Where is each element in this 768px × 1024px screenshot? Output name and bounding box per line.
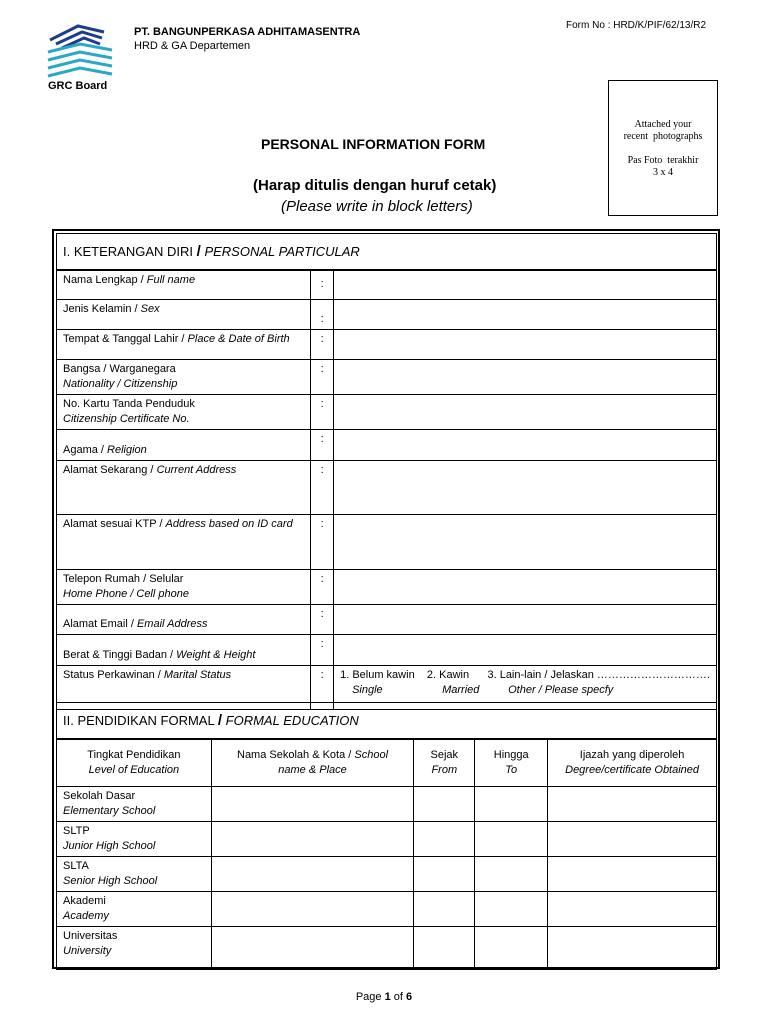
- education-row-elementary: [57, 787, 717, 822]
- label-id: Alamat Email /: [63, 618, 137, 630]
- field-label: [57, 430, 311, 461]
- marital-married-en: Married: [442, 684, 480, 696]
- photo-box-line: 3 x 4: [653, 167, 673, 178]
- field-label: [57, 605, 311, 635]
- label-id: Alamat Sekarang /: [63, 464, 157, 476]
- label-en: Current Address: [156, 464, 237, 476]
- section-2-title-en: FORMAL EDUCATION: [225, 712, 359, 728]
- school-input[interactable]: [211, 892, 414, 927]
- header-from: [414, 739, 475, 787]
- label-id: Nama Lengkap /: [63, 273, 147, 286]
- education-header-row: [57, 739, 717, 787]
- colon: :: [311, 570, 334, 605]
- school-input[interactable]: [211, 787, 414, 822]
- header-en: From: [431, 763, 458, 776]
- form-number: Form No : HRD/K/PIF/62/13/R2: [566, 20, 707, 31]
- label-en: Full name: [146, 273, 196, 286]
- colon: :: [311, 666, 334, 710]
- logo-text: GRC Board: [48, 80, 108, 92]
- marital-single-en: Single: [352, 684, 383, 696]
- from-input[interactable]: [414, 822, 475, 857]
- section-1-header: [57, 234, 717, 270]
- header-en: To: [505, 763, 518, 776]
- colon: :: [311, 330, 334, 360]
- education-row-senior-high: [57, 857, 717, 892]
- school-input[interactable]: [211, 822, 414, 857]
- education-level: [57, 857, 212, 892]
- personal-particular-table: [56, 233, 717, 710]
- field-row-weight-height: [57, 635, 717, 666]
- field-row-email: [57, 605, 717, 635]
- level-id: SLTP: [63, 825, 90, 837]
- photo-box-line: recent photographs: [623, 131, 703, 142]
- label-en: Email Address: [136, 618, 208, 630]
- colon: :: [311, 395, 334, 430]
- sex-input[interactable]: [334, 300, 717, 330]
- label-id: Agama /: [63, 444, 108, 456]
- from-input[interactable]: [414, 857, 475, 892]
- level-id: Sekolah Dasar: [63, 790, 136, 802]
- education-level: [57, 822, 212, 857]
- section-1-title-en: PERSONAL PARTICULAR: [204, 243, 360, 259]
- header-to: [475, 739, 548, 787]
- field-row-birth: [57, 330, 717, 360]
- from-input[interactable]: [414, 787, 475, 822]
- field-label: [57, 270, 311, 300]
- header-id: Sejak: [430, 748, 459, 761]
- label-id: Berat & Tinggi Badan /: [63, 649, 177, 661]
- section-2-slash: /: [217, 711, 223, 729]
- photo-box-line: Pas Foto terakhir: [627, 155, 699, 166]
- header-id: Nama Sekolah & Kota /: [237, 748, 355, 761]
- level-en: Elementary School: [63, 805, 156, 817]
- colon: :: [311, 605, 334, 635]
- grc-board-logo: [44, 22, 116, 78]
- header-en: Degree/certificate Obtained: [565, 763, 700, 776]
- label-en: Citizenship Certificate No.: [63, 413, 190, 425]
- field-label: [57, 461, 311, 515]
- level-en: Academy: [63, 910, 109, 922]
- current-address-input[interactable]: [334, 461, 717, 515]
- formal-education-table: [56, 702, 717, 970]
- level-en: University: [63, 945, 112, 957]
- instruction-id: (Harap ditulis dengan huruf cetak): [253, 177, 497, 194]
- field-row-nationality: [57, 360, 717, 395]
- field-row-citizenship-no: [57, 395, 717, 430]
- degree-input[interactable]: [548, 787, 717, 822]
- colon: :: [311, 430, 334, 461]
- to-input[interactable]: [475, 892, 548, 927]
- colon: :: [311, 270, 334, 300]
- field-row-religion: [57, 430, 717, 461]
- email-input[interactable]: [334, 605, 717, 635]
- level-id: Akademi: [63, 895, 106, 907]
- header-level: [57, 739, 212, 787]
- marital-option-married[interactable]: 2. Kawin: [426, 669, 470, 681]
- birth-input[interactable]: [334, 330, 717, 360]
- field-label: [57, 570, 311, 605]
- field-label: [57, 635, 311, 666]
- marital-other-en: Other / Please specfy: [508, 684, 614, 696]
- education-level: [57, 927, 212, 970]
- field-label: [57, 300, 311, 330]
- label-id: No. Kartu Tanda Penduduk: [63, 398, 195, 410]
- education-level: [57, 787, 212, 822]
- section-2-title-id: II. PENDIDIKAN FORMAL: [63, 712, 215, 728]
- education-level: [57, 892, 212, 927]
- colon: :: [311, 360, 334, 395]
- field-label: [57, 330, 311, 360]
- to-input[interactable]: [475, 857, 548, 892]
- from-input[interactable]: [414, 927, 475, 970]
- degree-input[interactable]: [548, 892, 717, 927]
- instruction-en: (Please write in block letters): [281, 198, 473, 215]
- level-id: Universitas: [63, 930, 118, 942]
- degree-input[interactable]: [548, 857, 717, 892]
- citizenship-no-input[interactable]: [334, 395, 717, 430]
- header-school: [211, 739, 414, 787]
- company-name: PT. BANGUNPERKASA ADHITAMASENTRA: [134, 26, 361, 38]
- page-total: 6: [406, 991, 413, 1003]
- marital-option-other[interactable]: 3. Lain-lain / Jelaskan ………………………….: [487, 669, 710, 681]
- page-number: [0, 991, 768, 1003]
- from-input[interactable]: [414, 892, 475, 927]
- label-en: Marital Status: [163, 669, 232, 681]
- label-en: Sex: [140, 303, 160, 315]
- field-row-current-address: [57, 461, 717, 515]
- religion-input[interactable]: [334, 430, 717, 461]
- department-name: HRD & GA Departemen: [134, 40, 251, 52]
- marital-option-single[interactable]: 1. Belum kawin: [340, 669, 415, 681]
- school-input[interactable]: [211, 857, 414, 892]
- label-id: Status Perkawinan /: [63, 669, 164, 681]
- label-en: Religion: [107, 444, 147, 456]
- label-en: Address based on ID card: [165, 518, 293, 530]
- form-title: PERSONAL INFORMATION FORM: [261, 136, 486, 152]
- label-id: Alamat sesuai KTP /: [63, 518, 166, 530]
- to-input[interactable]: [475, 787, 548, 822]
- header-degree: [548, 739, 717, 787]
- colon: :: [311, 635, 334, 666]
- colon: :: [311, 300, 334, 330]
- header-en: name & Place: [278, 763, 347, 776]
- section-2-header: [57, 703, 717, 739]
- label-id: Tempat & Tanggal Lahir /: [63, 333, 188, 345]
- section-1-title-id: I. KETERANGAN DIRI: [63, 243, 194, 259]
- field-row-full-name: [57, 270, 717, 300]
- to-input[interactable]: [475, 822, 548, 857]
- full-name-input[interactable]: [334, 270, 717, 300]
- field-label: [57, 395, 311, 430]
- label-id: Telepon Rumah / Selular: [63, 573, 184, 585]
- label-en: Weight & Height: [176, 649, 256, 661]
- education-row-university: [57, 927, 717, 970]
- school-input[interactable]: [211, 927, 414, 970]
- field-label: [57, 360, 311, 395]
- label-id: Bangsa / Warganegara: [63, 363, 176, 375]
- field-row-sex: [57, 300, 717, 330]
- education-row-academy: [57, 892, 717, 927]
- section-1-slash: /: [196, 242, 201, 260]
- page-label: Page: [355, 991, 385, 1003]
- header-id: Tingkat Pendidikan: [87, 748, 181, 761]
- label-en: Home Phone / Cell phone: [63, 588, 189, 600]
- degree-input[interactable]: [548, 822, 717, 857]
- degree-input[interactable]: [548, 927, 717, 970]
- education-row-junior-high: [57, 822, 717, 857]
- photo-box-line: Attached your: [634, 119, 692, 130]
- weight-height-input[interactable]: [334, 635, 717, 666]
- page-current: 1: [384, 991, 391, 1003]
- field-label: [57, 515, 311, 570]
- nationality-input[interactable]: [334, 360, 717, 395]
- page-of: of: [390, 991, 407, 1003]
- level-en: Senior High School: [63, 875, 158, 887]
- to-input[interactable]: [475, 927, 548, 970]
- header-id: Hingga: [493, 748, 529, 761]
- field-row-ktp-address: [57, 515, 717, 570]
- field-row-phone: [57, 570, 717, 605]
- phone-input[interactable]: [334, 570, 717, 605]
- level-id: SLTA: [63, 860, 89, 872]
- colon: :: [311, 515, 334, 570]
- header-en: Level of Education: [88, 763, 180, 776]
- photo-box[interactable]: [608, 80, 718, 216]
- label-en: Place & Date of Birth: [187, 333, 290, 345]
- header-id: Ijazah yang diperoleh: [579, 748, 685, 761]
- label-id: Jenis Kelamin /: [63, 303, 141, 315]
- header-en: School: [354, 748, 389, 761]
- label-en: Nationality / Citizenship: [63, 378, 178, 390]
- ktp-address-input[interactable]: [334, 515, 717, 570]
- colon: :: [311, 461, 334, 515]
- level-en: Junior High School: [63, 840, 156, 852]
